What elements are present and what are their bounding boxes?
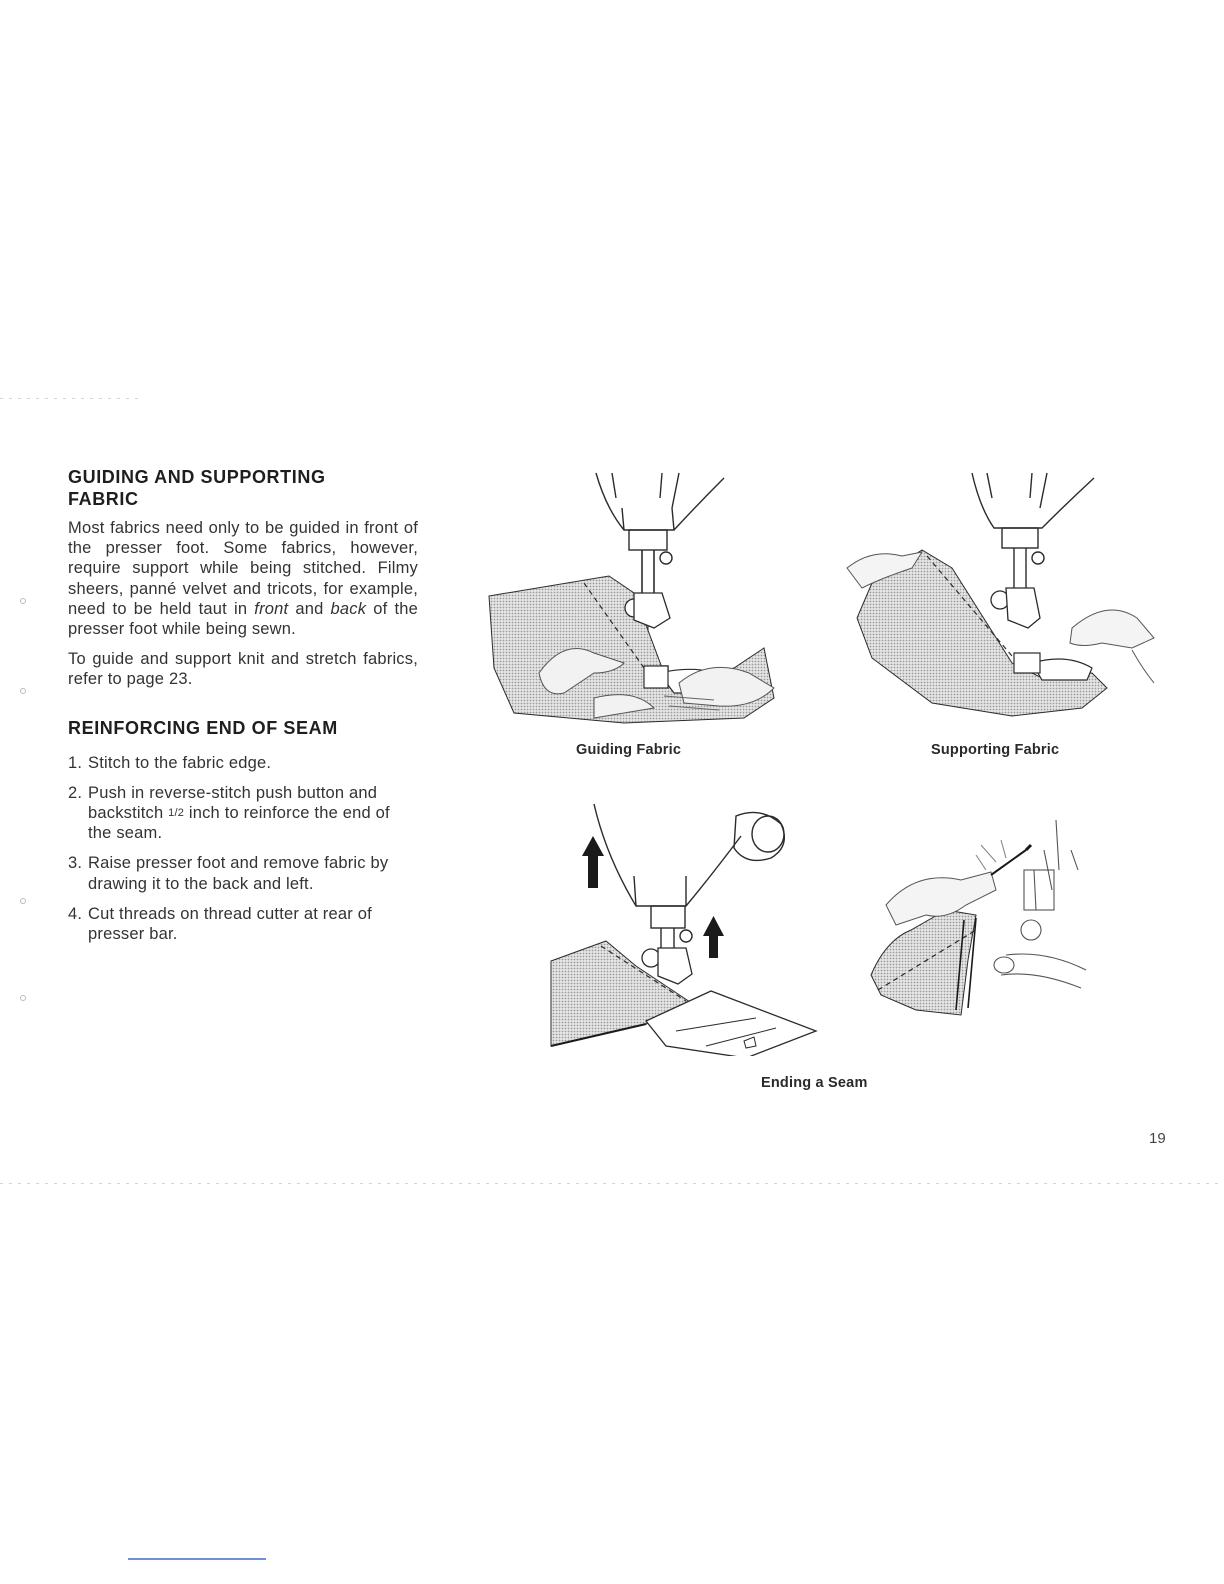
caption-supporting-fabric: Supporting Fabric bbox=[931, 742, 1060, 758]
caption-guiding-fabric: Guiding Fabric bbox=[576, 742, 682, 758]
ending-seam-illustration-right bbox=[856, 810, 1106, 1030]
knit-reference-paragraph: To guide and support knit and stretch fabrics, refer to page 23. bbox=[68, 650, 418, 689]
margin-dot bbox=[20, 898, 26, 904]
list-item bbox=[68, 783, 418, 844]
margin-dot bbox=[20, 688, 26, 694]
heading-line: GUIDING AND SUPPORTING bbox=[68, 467, 326, 487]
caption-ending-seam: Ending a Seam bbox=[761, 1075, 868, 1091]
supporting-fabric-illustration bbox=[842, 468, 1162, 728]
ending-seam-illustration-left bbox=[546, 796, 826, 1056]
margin-dot bbox=[20, 598, 26, 604]
step-text: Cut threads on thread cutter at rear of presser bar. bbox=[88, 904, 372, 944]
step-number: 4. bbox=[68, 904, 83, 923]
list-item bbox=[68, 904, 418, 944]
list-item bbox=[68, 853, 418, 893]
bottom-accent-rule bbox=[128, 1558, 266, 1560]
step-text: Raise presser foot and remove fabric by drawing it to the back and left. bbox=[88, 854, 389, 893]
step-number: 3. bbox=[68, 854, 83, 873]
margin-dot bbox=[20, 995, 26, 1001]
steps-list bbox=[68, 753, 418, 945]
guiding-fabric-illustration bbox=[484, 468, 784, 733]
heading-line: FABRIC bbox=[68, 489, 139, 509]
emphasis-front: front bbox=[254, 599, 289, 618]
step-text: Push in reverse-stitch push button and backstitch bbox=[88, 783, 378, 823]
step-number: 1. bbox=[68, 753, 83, 772]
text-column bbox=[68, 466, 418, 954]
emphasis-back: back bbox=[330, 599, 367, 618]
fraction: 1/2 bbox=[168, 807, 185, 820]
guiding-paragraph bbox=[68, 518, 418, 639]
step-text: inch to reinforce the end of the seam. bbox=[88, 804, 390, 843]
step-text: Stitch to the fabric edge. bbox=[88, 753, 272, 772]
step-number: 2. bbox=[68, 783, 83, 802]
section-heading-guiding bbox=[68, 466, 418, 510]
page-number: 19 bbox=[1149, 1130, 1166, 1147]
text-run: of the presser foot while being sewn. bbox=[68, 599, 418, 639]
scan-artifact-line bbox=[0, 398, 140, 399]
scan-artifact-line bbox=[0, 1183, 1224, 1184]
list-item bbox=[68, 753, 418, 773]
text-run: Most fabrics need only to be guided in front of the presser foot. Some fabrics, however, require support while being stitched. Filmy sheers, panné velvet and tricots, for example, need to be held taut in bbox=[68, 519, 418, 618]
section-heading-reinforcing: REINFORCING END OF SEAM bbox=[68, 717, 338, 738]
text-run: and bbox=[288, 599, 331, 618]
